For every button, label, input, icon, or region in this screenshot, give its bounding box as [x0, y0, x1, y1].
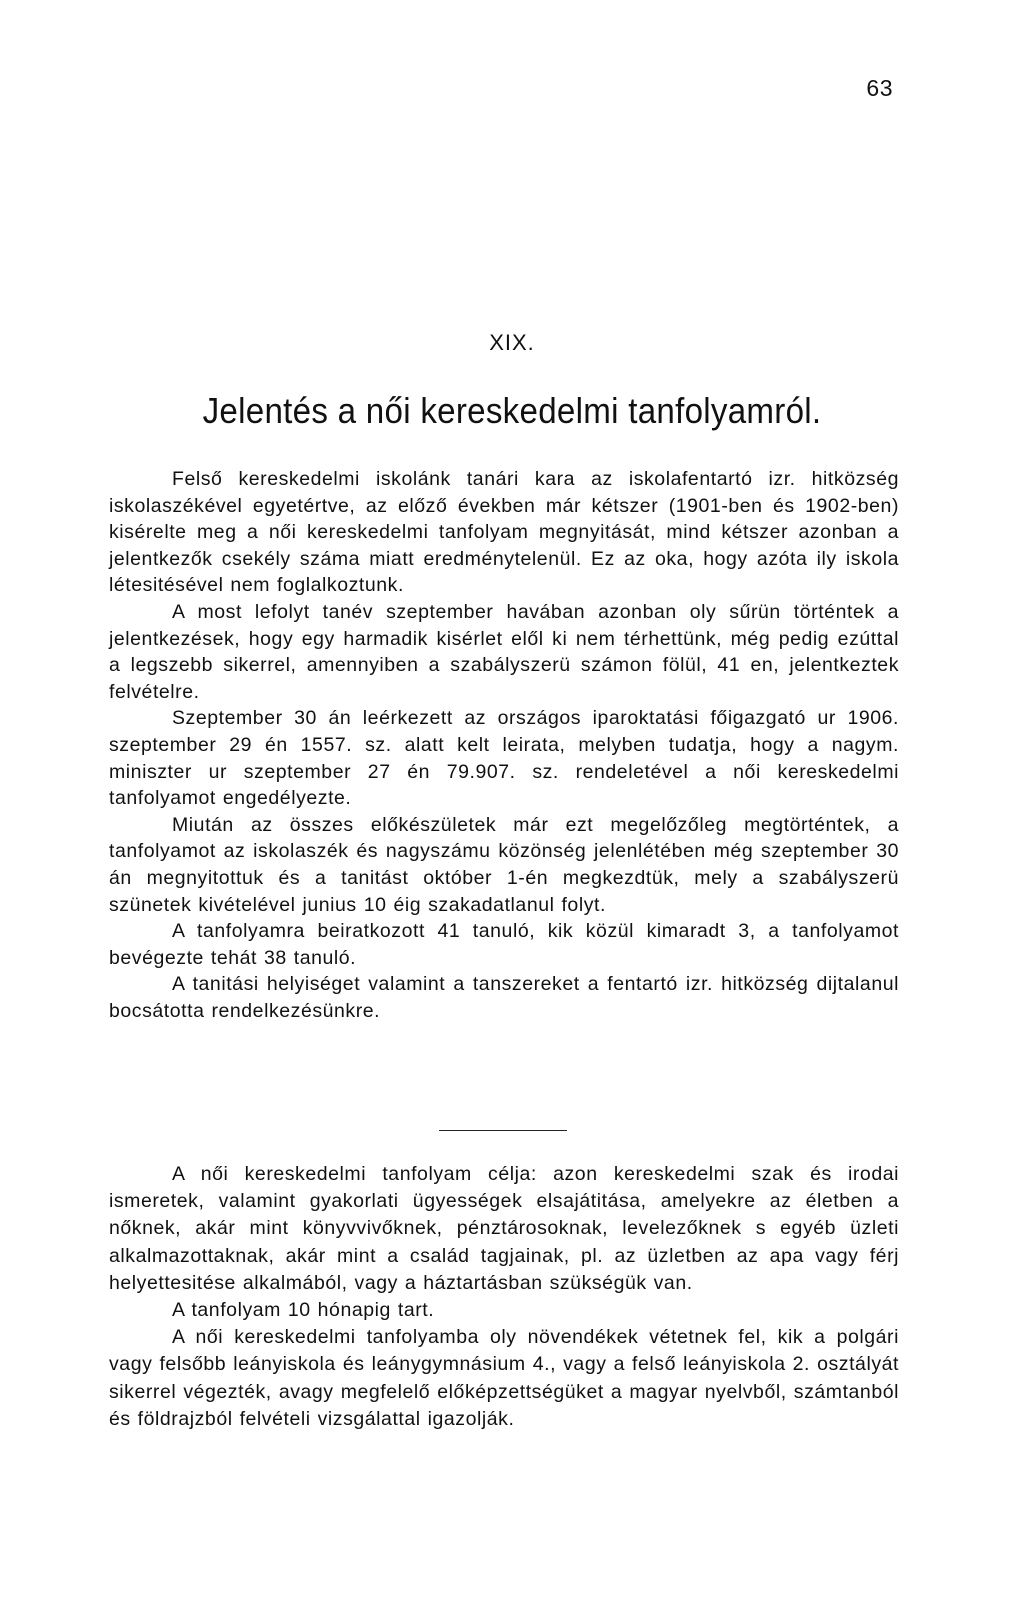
paragraph-purpose: A női kereskedelmi tanfolyam célja: azon kereskedelmi szak és irodai ismeretek, valamint gyakorlati ügyességek elsajátitása, amelyekre az életben a nőknek, akár mint könyvvivőknek, pénztárosoknak, levelezőknek s egyéb üzleti alkalmazottaknak, akár mint a család tagjainak, pl. az üzletben az apa vagy férj helyettesitése alkalmából, vagy a háztartásban szükségük van.: [109, 1163, 899, 1294]
section-divider: [439, 1130, 567, 1131]
paragraph-duration: A tanfolyam 10 hónapig tart.: [172, 1299, 435, 1322]
paragraph-intro: Felső kereskedelmi iskolánk tanári kara az iskolafentartó izr. hitközség iskolaszékével egyetértve, az előző években már kétszer (1901-ben és 1902-ben) kisérelte meg a női kereskedelmi tanfolyam megnyitását, mind kétszer azonban a jelentkezők csekély száma miatt eredménytelenül. Ez az oka, hogy azóta ily iskola létesitésével nem foglalkoztunk.: [109, 468, 899, 597]
paragraph-enrollment: A most lefolyt tanév szeptember havában azonban oly sűrün történtek a jelentkezések, hogy egy harmadik kisérlet elől ki nem térhettünk, még pedig ezúttal a legszebb sikerrel, amennyiben a szabályszerü számon fölül, 41 en, jelentkeztek felvételre.: [109, 600, 899, 703]
course-description-section: [109, 1161, 899, 1433]
report-section: [109, 466, 899, 1024]
paragraph-opening: Miután az összes előkészületek már ezt megelőzőleg megtörténtek, a tanfolyamot az iskolaszék és nagyszámu közönség jelenlétében még szeptember 30 án megnyitottuk és a tanitást október 1-én megkezdtük, mely a szabályszerü szünetek kivételével junius 10 éig szakadatlanul folyt.: [109, 813, 899, 916]
chapter-number: XIX.: [489, 330, 535, 355]
page-number: 63: [866, 75, 893, 101]
page-title: Jelentés a női kereskedelmi tanfolyamról.: [202, 390, 822, 431]
paragraph-admission: A női kereskedelmi tanfolyamba oly növendékek vétetnek fel, kik a polgári vagy felsőbb leányiskola és leánygymnásium 4., vagy a felső leányiskola 2. osztályát sikerrel végezték, avagy megfelelő előképzettségüket a magyar nyelvből, számtanból és földrajzból felvételi vizsgálattal igazolják.: [109, 1326, 899, 1430]
paragraph-premises: A tanitási helyiséget valamint a tanszereket a fentartó izr. hitközség dijtalanul bocsátotta rendelkezésünkre.: [109, 973, 899, 1022]
paragraph-approval: Szeptember 30 án leérkezett az országos iparoktatási főigazgató ur 1906. szeptember 29 én 1557. sz. alatt kelt leirata, melyben tudatja, hogy a nagym. miniszter ur szeptember 27 én 79.907. sz. rendeletével a női kereskedelmi tanfolyamot engedélyezte.: [109, 707, 899, 810]
paragraph-students: A tanfolyamra beiratkozott 41 tanuló, kik közül kimaradt 3, a tanfolyamot bevégezte tehát 38 tanuló.: [109, 920, 899, 969]
